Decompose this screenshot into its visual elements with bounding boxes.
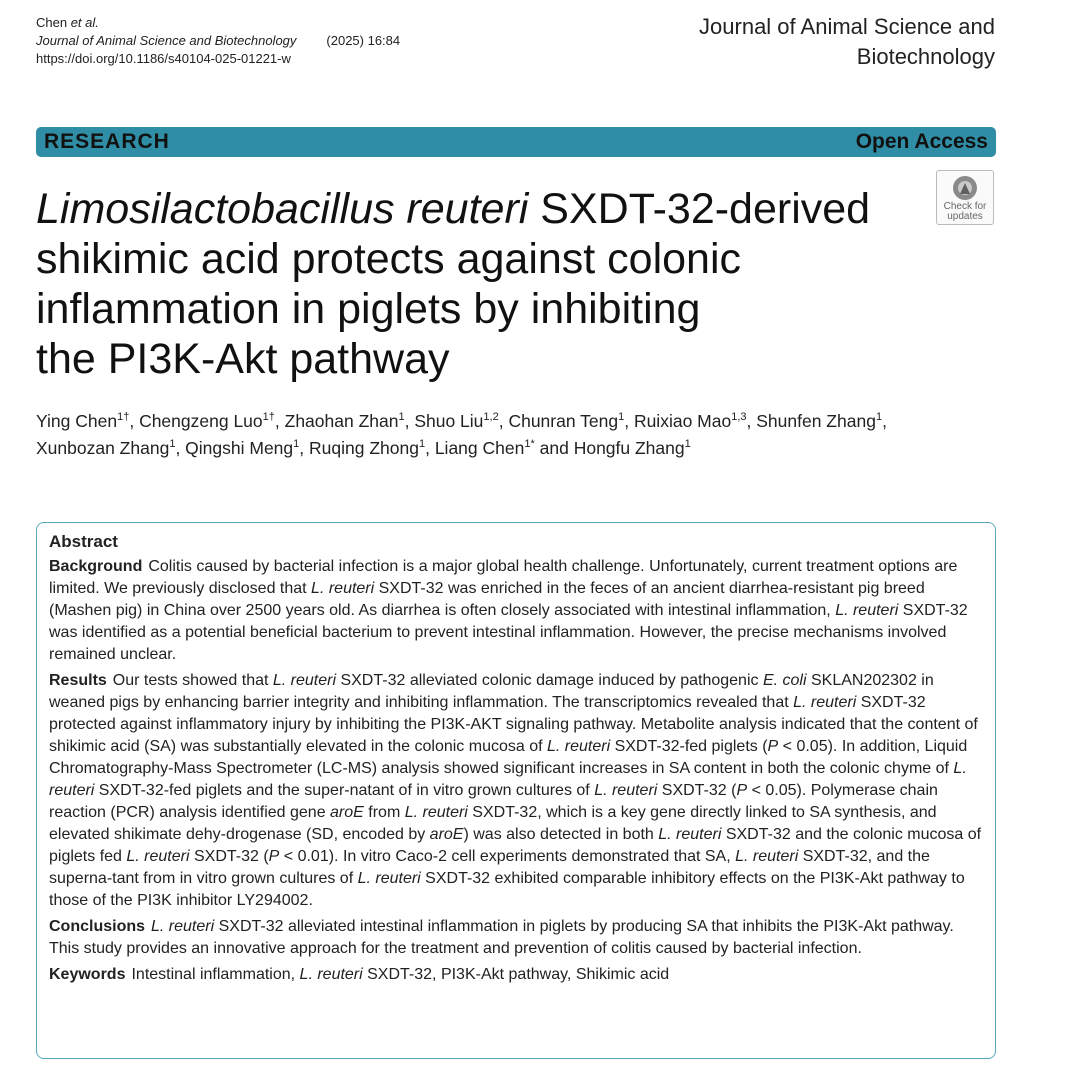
abstract-heading: Abstract [49, 532, 118, 551]
citation-author: Chen et al. [36, 15, 99, 30]
article-title: Limosilactobacillus reuteri SXDT-32-derived shikimic acid protects against colonic inflammation in piglets by inhibiting the PI3K-Akt pathway [36, 185, 871, 383]
author-list: Ying Chen$^{1\dagger}$, Chengzeng Luo$^{1\dagger}$, Zhaohan Zhan$^1$, Shuo Liu$^{1,2}$, Chunran Teng$^1$, Ruixiao Mao$^{1,3}$, Shunfen Zhang$^1$, Xunbozan Zhang$^1$, Qingshi Meng$^1$, Ruqing Zhong$^1$, Liang Chen$^{1*}$ and Hongfu Zhang$^1$ [36, 411, 887, 458]
author-affiliation: 1* [524, 438, 535, 451]
abstract-background: Background Colitis caused by bacterial infection is a major global health challenge. Unfortunately, current treatment options are limited. We previously disclosed that L. reuteri SXDT-32 was enriched in the feces of an ancient diarrhea-resistant pig breed (Mashen pig) in China over 2500 years old. As diarrhea is often closely associated with intestinal inflammation, L. reuteri SXDT-32 was identified as a potential beneficial bacterium to prevent intestinal inflammation. However, the precise mechanisms involved remained unclear. [49, 558, 968, 663]
author-affiliation: 1 [875, 411, 883, 424]
article-type-label: RESEARCH [44, 130, 170, 153]
author-name[interactable]: Chunran Teng [508, 411, 619, 431]
author-name[interactable]: Xunbozan Zhang [36, 438, 170, 458]
check-updates-icon [950, 174, 980, 202]
citation-doi[interactable]: https://doi.org/10.1186/s40104-025-01221-w [36, 51, 291, 66]
author-affiliation: 1,3 [731, 411, 747, 424]
author-affiliation: 1,2 [483, 411, 499, 424]
abstract-conclusions: Conclusions L. reuteri SXDT-32 alleviated intestinal inflammation in piglets by producing SA that inhibits the PI3K-Akt pathway. This study provides an innovative approach for the treatment and prevention of colitis caused by bacterial infection. [49, 918, 954, 957]
journal-name: Journal of Animal Science and Biotechnology [699, 14, 995, 69]
author-name[interactable]: Shuo Liu [414, 411, 484, 431]
citation-block [36, 14, 400, 68]
author-name[interactable]: Chengzeng Luo [139, 411, 263, 431]
author-affiliation: 1 [684, 438, 691, 451]
author-name[interactable]: Ruqing Zhong [309, 438, 419, 458]
author-affiliation: 1 [618, 411, 625, 424]
open-access-label[interactable]: Open Access [855, 130, 988, 153]
citation-journal-line: Journal of Animal Science and Biotechnology (2025) 16:84 [36, 33, 401, 48]
author-name[interactable]: Hongfu Zhang [573, 438, 685, 458]
author-name[interactable]: Zhaohan Zhan [284, 411, 399, 431]
abstract-box [36, 522, 996, 1059]
check-for-updates-badge[interactable]: Check for updates [936, 170, 994, 225]
author-name[interactable]: Ruixiao Mao [633, 411, 732, 431]
author-affiliation: 1 [398, 411, 405, 424]
author-name[interactable]: Ying Chen [36, 411, 118, 431]
abstract-keywords: Keywords Intestinal inflammation, L. reuteri SXDT-32, PI3K-Akt pathway, Shikimic acid [49, 966, 670, 983]
author-name[interactable]: Shunfen Zhang [756, 411, 876, 431]
abstract-results: Results Our tests showed that L. reuteri SXDT-32 alleviated colonic damage induced by pathogenic E. coli SKLAN202302 in weaned pigs by enhancing barrier integrity and inhibiting inflammation. The transcriptomics revealed that L. reuteri SXDT-32 protected against inflammatory injury by inhibiting the PI3K-AKT signaling pathway. Metabolite analysis indicated that the content of shikimic acid (SA) was substantially elevated in the colonic mucosa of L. reuteri SXDT-32-fed piglets (P < 0.05). In addition, Liquid Chromatography-Mass Spectrometer (LC-MS) analysis showed significant increases in SA content in both the colonic chyme of L. reuteri SXDT-32-fed piglets and the super-natant of in vitro grown cultures of L. reuteri SXDT-32 (P < 0.05). Polymerase chain reaction (PCR) analysis identified gene aroE from L. reuteri SXDT-32, which is a key gene directly linked to SA synthesis, and elevated shikimate dehy-drogenase (SD, encoded by aroE) was also detected in both L. reuteri SXDT-32 and the colonic mucosa of piglets fed L. reuteri SXDT-32 (P < 0.01). In vitro Caco-2 cell experiments demonstrated that SA, L. reuteri SXDT-32, and the superna-tant from in vitro grown cultures of L. reuteri SXDT-32 exhibited comparable inhibitory effects on the PI3K-Akt pathway to those of the PI3K inhibitor LY294002. [49, 672, 982, 909]
author-name[interactable]: Qingshi Meng [185, 438, 294, 458]
author-affiliation: 1 [418, 438, 426, 451]
author-affiliation: 1† [117, 411, 130, 424]
author-affiliation: 1 [293, 438, 300, 451]
author-affiliation: 1† [262, 411, 275, 424]
author-name[interactable]: Liang Chen [434, 438, 525, 458]
author-affiliation: 1 [169, 438, 176, 451]
article-type-banner [36, 127, 996, 157]
citation-issue: (2025) 16:84 [326, 33, 401, 48]
